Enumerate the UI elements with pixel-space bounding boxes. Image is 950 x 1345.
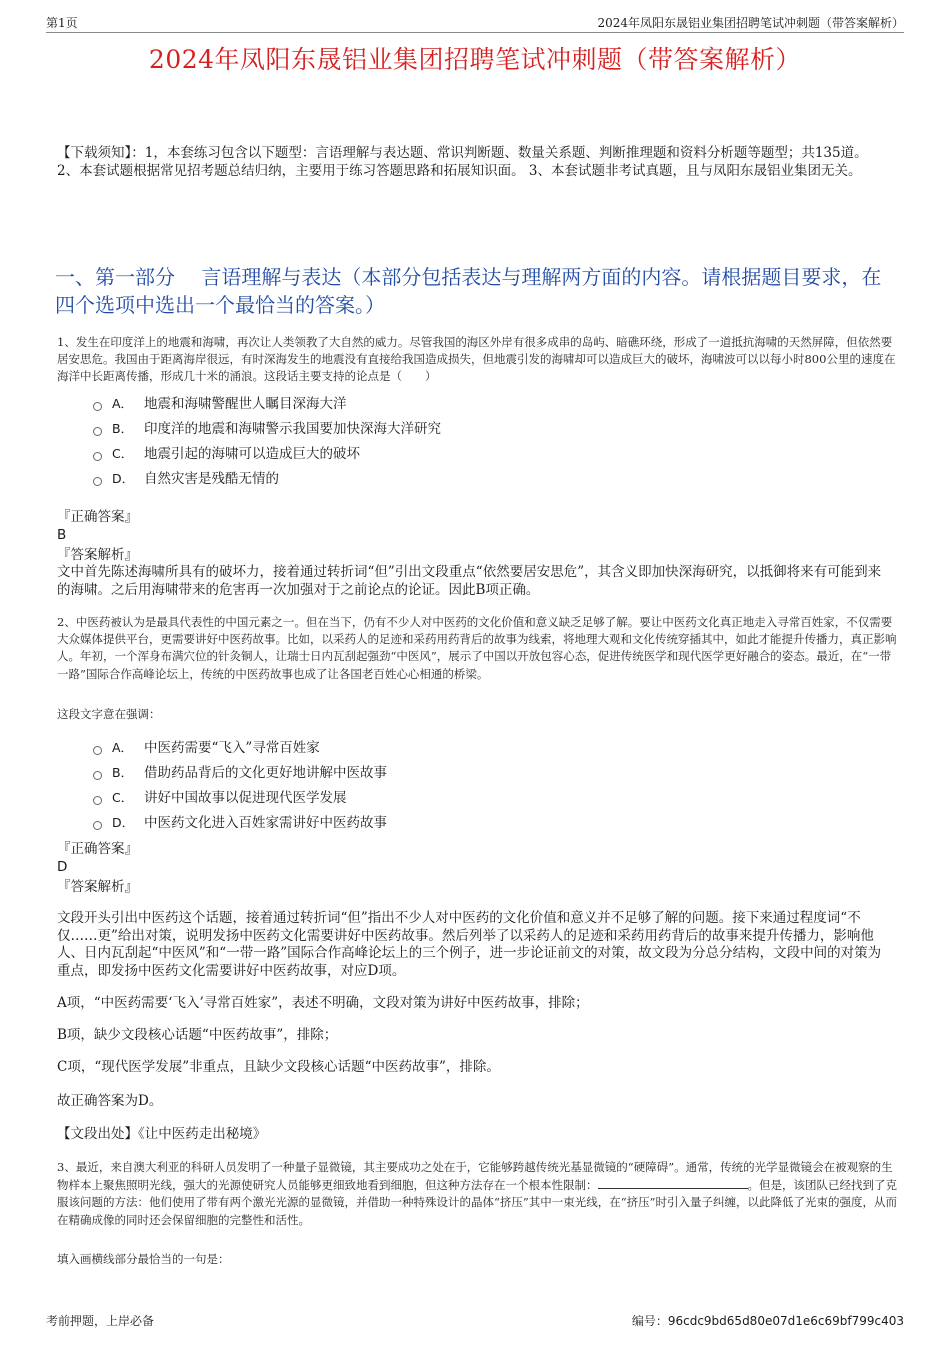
option-d[interactable]: D． 自然灾害是残酷无情的 bbox=[93, 466, 873, 491]
radio-icon[interactable] bbox=[93, 402, 102, 411]
question-1-stem: 1、发生在印度洋上的地震和海啸，再次让人类领教了大自然的威力。尽管我国的海区外岸有很多成串的岛屿、暗礁环绕，形成了一道抵抗海啸的天然屏障，但依然要居安思危。我国由于距离海岸很远，有时深海发生的地震没有直接给我国造成损失，但地震引发的海啸却可以造成巨大的破坏，海啸波可以以每小时800公里的速度在海洋中长距离传播，形成几十米的涌浪。这段话主要支持的论点是（ ） bbox=[57, 335, 896, 384]
footer-code: 编号：96cdc9bd65d80e07d1e6c69bf799c403 bbox=[631, 1314, 904, 1328]
section-heading: 一、第一部分 言语理解与表达（本部分包括表达与理解两方面的内容。请根据题目要求，在四个选项中选出一个最恰当的答案。） bbox=[55, 265, 882, 317]
question-2-options bbox=[93, 735, 873, 835]
question-2-prompt: 这段文字意在强调： bbox=[57, 707, 161, 721]
question-2-stem: 2、中医药被认为是最具代表性的中国元素之一。但在当下，仍有不少人对中医药的文化价值和意义缺乏足够了解。要让中医药文化真正地走入寻常百姓家，不仅需要大众媒体提供平台，更需要讲好中医药故事。比如，以采药人的足迹和采药用药背后的故事为线索，将地理大观和文化传统穿插其中，如此才能提升传播力，真正影响人。年初，一个浑身布满穴位的针灸铜人，让瑞士日内瓦刮起强劲“中医风”，展示了中国以开放包容心态，促进传统医学和现代医学更好融合的姿态。最近，在“一带一路”国际合作高峰论坛上，传统的中医药故事也成了让各国老百姓心心相通的桥梁。 bbox=[57, 615, 897, 681]
page-header bbox=[46, 14, 904, 33]
analysis-label: 『答案解析』 bbox=[57, 879, 138, 895]
explain-option-b: B项，缺少文段核心话题“中医药故事”，排除； bbox=[57, 1027, 338, 1043]
option-c[interactable]: C． 讲好中国故事以促进现代医学发展 bbox=[93, 785, 873, 810]
question-1-options bbox=[93, 391, 873, 491]
radio-icon[interactable] bbox=[93, 477, 102, 486]
conclusion: 故正确答案为D。 bbox=[57, 1093, 163, 1109]
analysis-label: 『答案解析』 bbox=[57, 547, 138, 563]
analysis-text: 文段开头引出中医药这个话题，接着通过转折词“但”指出不少人对中医药的文化价值和意义并不足够了解的问题。接下来通过程度词“不仅……更”给出对策，说明发扬中医药文化需要讲好中医药故事。然后列举了以采药人的足迹和采药用药背后的故事来提升传播力，影响他人、日内瓦刮起“中医风”和“一带一路”国际合作高峰论坛上的三个例子，进一步论证前文的对策，故文段为分总分结构，文段中间的对策为重点，即发扬中医药文化需要讲好中医药故事，对应D项。 bbox=[57, 910, 882, 979]
question-3-prompt: 填入画横线部分最恰当的一句是： bbox=[57, 1252, 230, 1266]
radio-icon[interactable] bbox=[93, 452, 102, 461]
correct-answer: B bbox=[57, 527, 67, 543]
radio-icon[interactable] bbox=[93, 427, 102, 436]
option-a[interactable]: A． 地震和海啸警醒世人瞩目深海大洋 bbox=[93, 391, 873, 416]
page-title: 2024年凤阳东晟铝业集团招聘笔试冲刺题（带答案解析） bbox=[148, 45, 802, 74]
correct-answer: D bbox=[57, 859, 68, 875]
option-a[interactable]: A． 中医药需要“飞入”寻常百姓家 bbox=[93, 735, 873, 760]
header-doc-title: 2024年凤阳东晟铝业集团招聘笔试冲刺题（带答案解析） bbox=[597, 16, 904, 30]
explain-option-c: C项，“现代医学发展”非重点，且缺少文段核心话题“中医药故事”，排除。 bbox=[57, 1059, 500, 1075]
radio-icon[interactable] bbox=[93, 771, 102, 780]
page-number: 第1页 bbox=[46, 16, 78, 30]
explain-option-a: A项，“中医药需要‘飞入’寻常百姓家”，表述不明确，文段对策为讲好中医药故事，排除； bbox=[57, 995, 589, 1011]
option-d[interactable]: D． 中医药文化进入百姓家需讲好中医药故事 bbox=[93, 810, 873, 835]
source-reference: 【文段出处】《让中医药走出秘境》 bbox=[57, 1126, 267, 1142]
fill-blank[interactable] bbox=[598, 1176, 748, 1189]
radio-icon[interactable] bbox=[93, 821, 102, 830]
answer-label: 『正确答案』 bbox=[57, 509, 138, 525]
question-3-stem: 3、最近，来自澳大利亚的科研人员发明了一种量子显微镜，其主要成功之处在于，它能够跨越传统光基显微镜的“硬障碍”。通常，传统的光学显微镜会在被观察的生物样本上聚焦照明光线，强大的光源使研究人员能够更细致地看到细胞，但这种方法存在一个根本性限制： 。但是，该团队已经找到了克服该问题的方法：他们使用了带有两个激光光源的显微镜，并借助一种特殊设计的晶体“挤压”其中一束光线，在“挤压”时引入量子纠缠，以此降低了光束的强度，从而在精确成像的同时还会保留细胞的完整性和活性。 bbox=[57, 1160, 898, 1227]
answer-label: 『正确答案』 bbox=[57, 841, 138, 857]
option-c[interactable]: C． 地震引起的海啸可以造成巨大的破坏 bbox=[93, 441, 873, 466]
option-b[interactable]: B． 印度洋的地震和海啸警示我国要加快深海大洋研究 bbox=[93, 416, 873, 441]
radio-icon[interactable] bbox=[93, 746, 102, 755]
page-footer bbox=[46, 1313, 904, 1329]
analysis-text: 文中首先陈述海啸所具有的破坏力，接着通过转折词“但”引出文段重点“依然要居安思危”，其含义即加快深海研究，以抵御将来有可能到来的海啸。之后用海啸带来的危害再一次加强对于之前论点的论证。因此B项正确。 bbox=[57, 564, 882, 598]
download-notice: 【下载须知】：1，本套练习包含以下题型：言语理解与表达题、常识判断题、数量关系题、判断推理题和资料分析题等题型；共135道。 2、本套试题根据常见招考题总结归纳，主要用于练习答题思路和拓展知识面。 3、本套试题非考试真题，且与凤阳东晟铝业集团无关。 bbox=[57, 145, 868, 179]
option-b[interactable]: B． 借助药品背后的文化更好地讲解中医故事 bbox=[93, 760, 873, 785]
footer-slogan: 考前押题，上岸必备 bbox=[46, 1314, 155, 1328]
radio-icon[interactable] bbox=[93, 796, 102, 805]
